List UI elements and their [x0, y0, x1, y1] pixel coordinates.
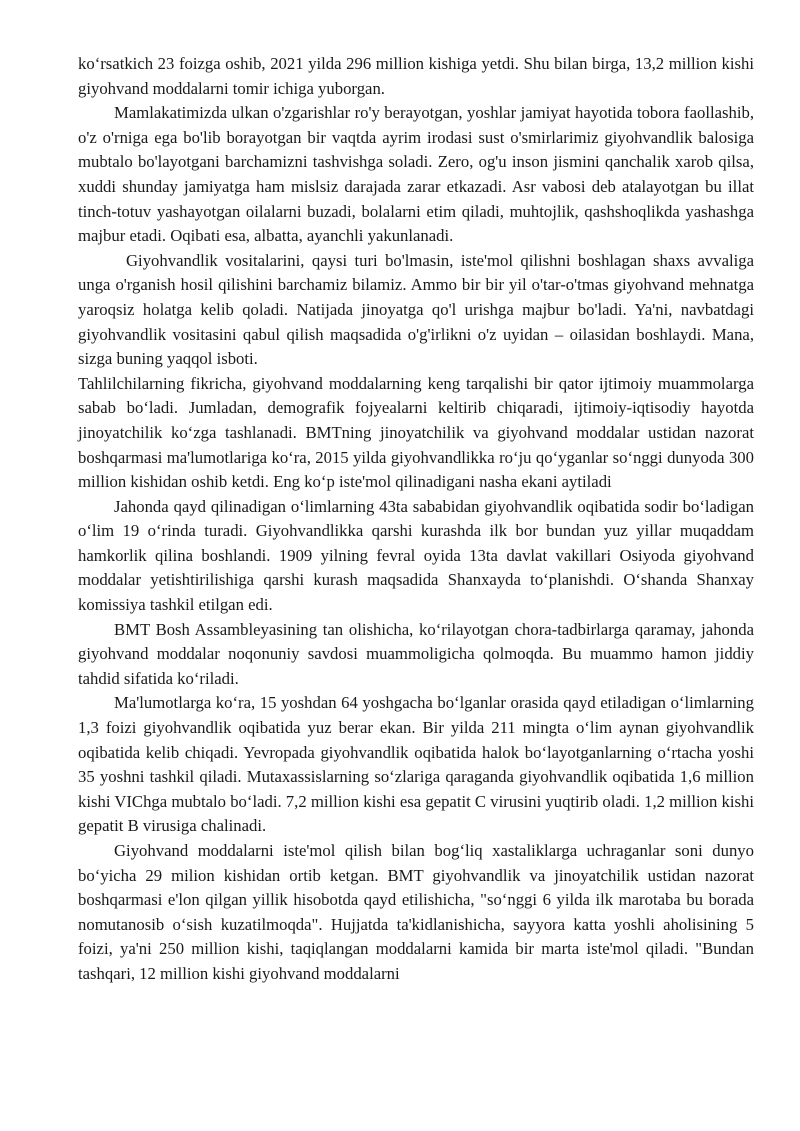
paragraph-1: koʻrsatkich 23 foizga oshib, 2021 yilda 296 million kishiga yetdi. Shu bilan birga, 13,2 million kishi giyohvand moddalarni tomir ichiga yuborgan. [78, 54, 754, 98]
document-page [78, 52, 754, 987]
paragraph-2: Mamlakatimizda ulkan o'zgarishlar ro'y berayotgan, yoshlar jamiyat hayotida tobora faollashib, o'z o'rniga ega bo'lib borayotgan bir vaqtda ayrim irodasi sust o'smirlarimiz giyohvandlik balosiga mubtalo bo'layotgani barchamizni tashvishga soladi. Zero, og'u inson jismini qanchalik xarob qilsa, xuddi shunday jamiyatga ham mislsiz darajada zarar etkazadi. Asr vabosi deb atalayotgan bu illat tinch-totuv yashayotgan oilalarni buzadi, bolalarni etim qiladi, muhtojlik, qashshoqlikda yashashga majbur etadi. Oqibati esa, albatta, ayanchli yakunlanadi. [78, 103, 754, 246]
paragraph-6: BMT Bosh Assambleyasining tan olishicha, koʻrilayotgan chora-tadbirlarga qaramay, jahonda giyohvand moddalar noqonuniy savdosi muammoligicha qolmoqda. Bu muammo hamon jiddiy tahdid sifatida koʻriladi. [78, 619, 754, 688]
paragraph-5: Jahonda qayd qilinadigan oʻlimlarning 43ta sababidan giyohvandlik oqibatida sodir boʻladigan oʻlim 19 oʻrinda turadi. Giyohvandlikka qarshi kurashda ilk bor bundan yuz yillar muqaddam hamkorlik qilina boshlandi. 1909 yilning fevral oyida 13ta davlat vakillari Osiyoda giyohvand moddalar yetishtirilishiga qarshi kurash maqsadida Shanxayda toʻplanishdi. Oʻshanda Shanxay komissiya tashkil etilgan edi. [78, 496, 754, 615]
paragraph-3: Giyohvandlik vositalarini, qaysi turi bo'lmasin, iste'mol qilishni boshlagan shaxs avvaliga unga o'rganish hosil qilishini barchamiz bilamiz. Ammo bir bir yil o'tar-o'tmas giyohvand mehnatga yaroqsiz holatga kelib qoladi. Natijada jinoyatga qo'l urishga majbur bo'ladi. Ya'ni, navbatdagi giyohvandlik vositasini qabul qilish maqsadida o'g'irlikni o'z uyidan – oilasidan boshlaydi. Mana, sizga buning yaqqol isboti. [78, 250, 754, 369]
paragraph-7: Ma'lumotlarga koʻra, 15 yoshdan 64 yoshgacha boʻlganlar orasida qayd etiladigan oʻlimlarning 1,3 foizi giyohvandlik oqibatida yuz berar ekan. Bir yilda 211 mingta oʻlim aynan giyohvandlik oqibatida kelib chiqadi. Yevropada giyohvandlik oqibatida halok boʻlayotganlarning oʻrtacha yoshi 35 yoshni tashkil qiladi. Mutaxassislarning soʻzlariga qaraganda giyohvandlik oqibatida 1,6 million kishi VIChga mubtalo boʻladi. 7,2 million kishi esa gepatit C virusini yuqtirib oladi. 1,2 million kishi gepatit B virusiga chalinadi. [78, 693, 754, 836]
paragraph-8: Giyohvand moddalarni iste'mol qilish bilan bogʻliq xastaliklarga uchraganlar soni dunyo boʻyicha 29 milion kishidan ortib ketgan. BMT giyohvandlik va jinoyatchilik ustidan nazorat boshqarmasi e'lon qilgan yillik hisobotda qayd etilishicha, "soʻnggi 6 yilda ilk marotaba bu borada nomutanosib oʻsish kuzatilmoqda". Hujjatda ta'kidlanishicha, sayyora katta yoshli aholisining 5 foizi, ya'ni 250 million kishi, taqiqlangan moddalarni kamida bir marta iste'mol qiladi. "Bundan tashqari, 12 million kishi giyohvand moddalarni [78, 841, 754, 983]
paragraph-4: Tahlilchilarning fikricha, giyohvand moddalarning keng tarqalishi bir qator ijtimoiy muammolarga sabab boʻladi. Jumladan, demografik fojyealarni keltirib chiqaradi, ijtimoiy-iqtisodiy hayotda jinoyatchilik koʻzga tashlanadi. BMTning jinoyatchilik va giyohvand moddalar ustidan nazorat boshqarmasi ma'lumotlariga koʻra, 2015 yilda giyohvandlikka roʻju qoʻyganlar soʻnggi dunyoda 300 million kishidan oshib ketdi. Eng koʻp iste'mol qilinadigani nasha ekani aytiladi [78, 373, 754, 492]
